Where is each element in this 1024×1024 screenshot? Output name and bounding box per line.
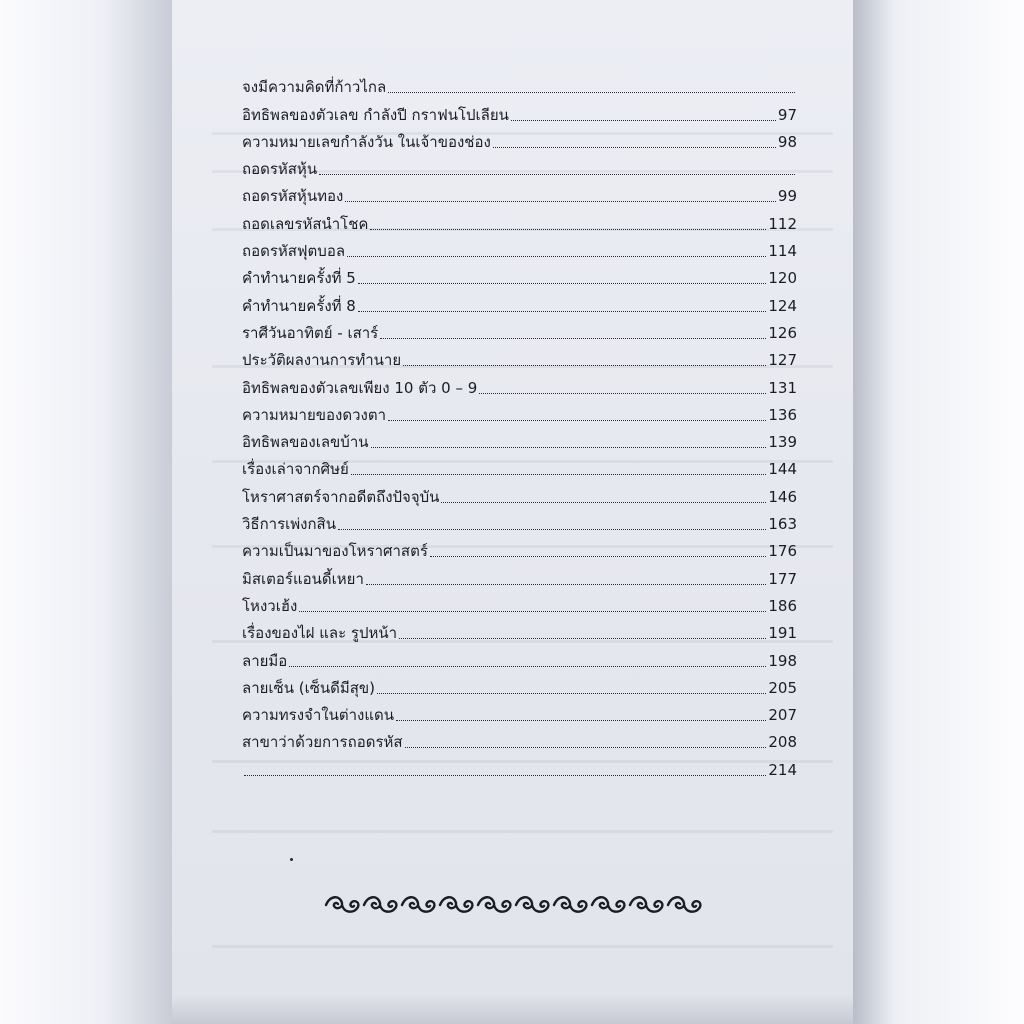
toc-entry: [242, 70, 797, 97]
toc-entry: [242, 261, 797, 288]
toc-entry-title: เรื่องเล่าจากศิษย์: [242, 460, 349, 479]
toc-entry: [242, 97, 797, 124]
toc-entry-page: 205: [768, 678, 797, 697]
toc-entry-page: 208: [768, 733, 797, 752]
toc-entry-page: 120: [768, 269, 797, 288]
toc-entry-title: ลายเซ็น (เซ็นดีมีสุข): [242, 678, 376, 697]
toc-entry: [242, 425, 797, 452]
toc-entry-title: อิทธิพลของเลขบ้าน: [242, 433, 369, 452]
toc-entry-page: 177: [768, 569, 797, 588]
toc-leader-dots: [289, 666, 766, 667]
toc-entry: [242, 507, 797, 534]
toc-entry-page: 176: [768, 542, 797, 561]
toc-leader-dots: [366, 584, 766, 585]
toc-entry: [242, 725, 797, 752]
toc-entry-page: 98: [777, 132, 797, 151]
toc-entry-title: ถอดเลขรหัสนำโชค: [242, 214, 369, 233]
toc-entry: [242, 152, 797, 179]
toc-entry: [242, 125, 797, 152]
toc-leader-dots: [430, 556, 766, 557]
decorative-border-ornament: [322, 892, 702, 918]
toc-leader-dots: [319, 174, 795, 175]
toc-entry: [242, 671, 797, 698]
ornament-scroll-unit: [592, 897, 624, 911]
ornament-scroll-unit: [402, 897, 434, 911]
toc-entry: [242, 616, 797, 643]
toc-entry-page: 207: [768, 706, 797, 725]
book-page: [172, 0, 853, 1024]
toc-entry: [242, 370, 797, 397]
toc-entry: [242, 589, 797, 616]
toc-entry-page: 112: [768, 214, 797, 233]
toc-entry: [242, 643, 797, 670]
toc-entry-page: 126: [768, 323, 797, 342]
toc-entry-title: คำทำนายครั้งที่ 8: [242, 296, 356, 315]
toc-entry-page: 198: [768, 651, 797, 670]
toc-entry-title: โหราศาสตร์จากอดีตถึงปัจจุบัน: [242, 487, 440, 506]
toc-leader-dots: [370, 229, 766, 230]
toc-entry-title: ถอดรหัสฟุตบอล: [242, 242, 346, 261]
toc-leader-dots: [399, 638, 766, 639]
toc-entry-title: ประวัติผลงานการทำนาย: [242, 351, 402, 370]
toc-leader-dots: [377, 693, 766, 694]
right-background: [853, 0, 1024, 1024]
toc-entry-title: ถอดรหัสหุ้นทอง: [242, 187, 344, 206]
ornament-scroll-unit: [440, 897, 472, 911]
toc-entry: [242, 534, 797, 561]
toc-leader-dots: [380, 338, 766, 339]
toc-entry-page: 131: [768, 378, 797, 397]
toc-leader-dots: [371, 447, 767, 448]
toc-entry: [242, 752, 797, 779]
toc-entry: [242, 398, 797, 425]
table-of-contents: [242, 70, 797, 780]
toc-entry-page: 214: [768, 760, 797, 779]
toc-entry-page: 114: [768, 242, 797, 261]
bleed-through-line: [212, 945, 833, 948]
toc-entry-title: เรื่องของไฝ และ รูปหน้า: [242, 624, 398, 643]
toc-entry-page: 163: [768, 515, 797, 534]
toc-leader-dots: [388, 420, 766, 421]
toc-entry-page: 136: [768, 405, 797, 424]
toc-entry: [242, 561, 797, 588]
toc-entry-title: ความหมายเลขกำลังวัน ในเจ้าของช่อง: [242, 132, 491, 151]
ornament-scroll-unit: [326, 897, 358, 911]
toc-entry-page: 99: [777, 187, 797, 206]
toc-entry-title: คำทำนายครั้งที่ 5: [242, 269, 356, 288]
toc-entry-page: 144: [768, 460, 797, 479]
toc-leader-dots: [403, 365, 766, 366]
toc-leader-dots: [388, 92, 795, 93]
ornament-scroll-unit: [478, 897, 510, 911]
ornament-scroll-unit: [516, 897, 548, 911]
toc-entry-page: 191: [768, 624, 797, 643]
toc-entry-page: 97: [777, 105, 797, 124]
toc-entry-title: ความเป็นมาของโหราศาสตร์: [242, 542, 428, 561]
ornament-scroll-unit: [554, 897, 586, 911]
toc-entry-page: 146: [768, 487, 797, 506]
toc-leader-dots: [244, 775, 766, 776]
toc-entry-title: วิธีการเพ่งกสิน: [242, 515, 336, 534]
toc-leader-dots: [358, 311, 767, 312]
toc-entry: [242, 479, 797, 506]
toc-entry: [242, 206, 797, 233]
left-background: [0, 0, 172, 1024]
toc-leader-dots: [351, 474, 767, 475]
ornament-scroll-unit: [364, 897, 396, 911]
bleed-through-line: [212, 830, 833, 833]
ornament-scroll-unit: [630, 897, 662, 911]
toc-leader-dots: [441, 502, 766, 503]
toc-entry-title: ความทรงจำในต่างแดน: [242, 706, 394, 725]
toc-entry-title: สาขาว่าด้วยการถอดรหัส: [242, 733, 403, 752]
toc-entry: [242, 343, 797, 370]
toc-leader-dots: [358, 283, 767, 284]
toc-entry-title: มิสเตอร์แอนดี้เหยา: [242, 569, 364, 588]
toc-entry: [242, 288, 797, 315]
toc-entry-page: 186: [768, 596, 797, 615]
toc-entry-page: 124: [768, 296, 797, 315]
toc-entry: [242, 179, 797, 206]
toc-entry: [242, 698, 797, 725]
toc-entry: [242, 452, 797, 479]
toc-entry-title: จงมีความคิดที่ก้าวไกล: [242, 78, 387, 97]
toc-entry-title: ความหมายของดวงตา: [242, 405, 386, 424]
toc-entry-title: อิทธิพลของตัวเลขเพียง 10 ตัว 0 – 9: [242, 378, 478, 397]
stray-mark: [290, 858, 293, 861]
toc-leader-dots: [299, 611, 766, 612]
toc-leader-dots: [479, 393, 766, 394]
toc-leader-dots: [396, 720, 766, 721]
toc-entry-page: 127: [768, 351, 797, 370]
toc-leader-dots: [347, 256, 766, 257]
toc-entry-page: 139: [768, 433, 797, 452]
toc-leader-dots: [511, 120, 776, 121]
ornament-scroll-unit: [668, 897, 700, 911]
toc-entry-title: ราศีวันอาทิตย์ - เสาร์: [242, 323, 379, 342]
toc-leader-dots: [345, 201, 776, 202]
toc-entry: [242, 316, 797, 343]
toc-leader-dots: [493, 147, 776, 148]
toc-entry-title: อิทธิพลของตัวเลข กำลังปี กราฟนโปเลียน: [242, 105, 509, 124]
toc-entry-title: โหงวเฮ้ง: [242, 596, 298, 615]
toc-entry: [242, 234, 797, 261]
toc-leader-dots: [338, 529, 766, 530]
toc-entry-title: ถอดรหัสหุ้น: [242, 160, 318, 179]
toc-leader-dots: [405, 747, 767, 748]
toc-entry-title: ลายมือ: [242, 651, 288, 670]
